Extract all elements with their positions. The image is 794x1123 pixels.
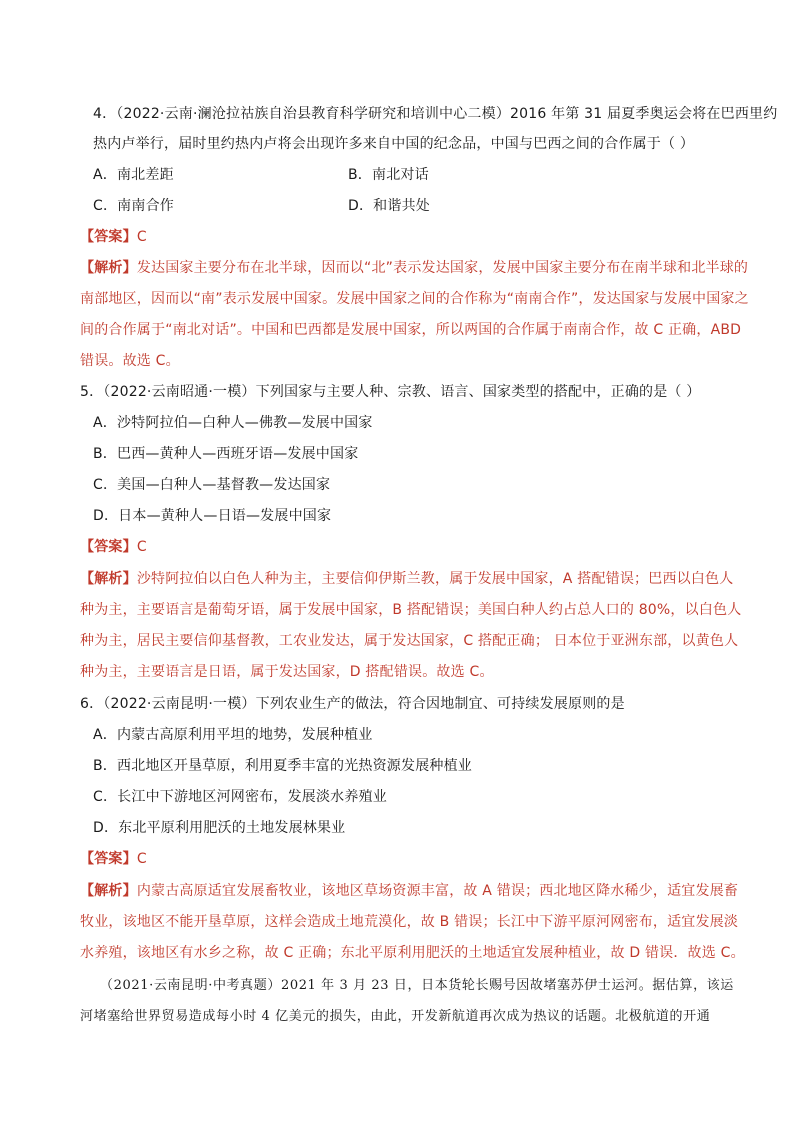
q7-stem-line-2: 河堵塞给世界贸易造成每小时 4 亿美元的损失，由此，开发新航道再次成为热议的话题。北极航道的开通 [80,1009,711,1024]
q6-analysis-line-1 [80,881,739,901]
q4-option-a: A．南北差距 [93,167,174,183]
q4-analysis-line-3: 间的合作属于“南北对话”。中国和巴西都是发展中国家，所以两国的合作属于南南合作，故 C 正确，ABD [80,322,742,338]
analysis-text: 内蒙古高原适宜发展畜牧业，该地区草场资源丰富，故 A 错误；西北地区降水稀少，适宜发展畜 [136,883,739,899]
q4-stem-line-2: 热内卢举行，届时里约热内卢将会出现许多来自中国的纪念品，中国与巴西之间的合作属于（ ） [93,136,695,152]
q5-option-d: D．日本—黄种人—日语—发展中国家 [93,508,332,524]
analysis-tag: 【解析】 [80,571,137,587]
analysis-text: 沙特阿拉伯以白色人种为主，主要信仰伊斯兰教，属于发展中国家，A 搭配错误；巴西以白色人 [136,571,734,587]
q5-analysis-line-1 [80,569,734,589]
analysis-tag: 【解析】 [80,883,137,899]
answer-tag: 【答案】 [80,539,137,555]
q5-option-a: A．沙特阿拉伯—白种人—佛教—发展中国家 [93,415,373,431]
q5-answer [80,537,705,557]
q6-option-a: A．内蒙古高原利用平坦的地势，发展种植业 [93,727,373,743]
q7-stem-line-1: （2021·云南昆明·中考真题）2021 年 3 月 23 日，日本货轮长赐号因故堵塞苏伊士运河。据估算，该运 [100,978,734,993]
q5-analysis-line-2: 种为主，主要语言是葡萄牙语，属于发展中国家，B 搭配错误；美国白种人约占总人口的 80%，以白色人 [80,602,742,618]
answer-tag: 【答案】 [80,851,137,867]
q5-analysis-line-4: 种为主，主要语言是日语，属于发达国家，D 搭配错误。故选 C。 [80,664,494,680]
q5-stem-line-1: 5．（2022·云南昭通·一模）下列国家与主要人种、宗教、语言、国家类型的搭配中，正确的是（ ） [80,384,701,400]
answer-value: C [136,539,147,555]
q5-option-b: B．巴西—黄种人—西班牙语—发展中国家 [93,446,359,462]
q4-stem-line-1: 4．（2022·云南·澜沧拉祜族自治县教育科学研究和培训中心二模）2016 年第 31 届夏季奥运会将在巴西里约 [93,106,778,122]
q5-analysis-line-3: 种为主，居民主要信仰基督教，工农业发达，属于发达国家，C 搭配正确； 日本位于亚洲东部，以黄色人 [80,633,739,649]
analysis-tag: 【解析】 [80,260,137,276]
q4-analysis-line-2: 南部地区，因而以“南”表示发展中国家。发展中国家之间的合作称为“南南合作”，发达国家与发展中国家之 [80,291,749,307]
q4-option-b: B．南北对话 [348,167,429,183]
q5-option-c: C．美国—白种人—基督教—发达国家 [93,477,331,493]
q4-option-c: C．南南合作 [93,198,174,214]
q6-option-b: B．西北地区开垦草原，利用夏季丰富的光热资源发展种植业 [93,758,473,774]
q6-stem-line-1: 6．（2022·云南昆明·一模）下列农业生产的做法，符合因地制宜、可持续发展原则的是 [80,696,625,712]
q6-analysis-line-3: 水养殖，该地区有水乡之称，故 C 正确；东北平原利用肥沃的土地适宜发展种植业，故 D 错误．故选 C。 [80,945,745,961]
q6-option-c: C．长江中下游地区河网密布，发展淡水养殖业 [93,789,387,805]
q4-answer [80,227,705,247]
answer-value: C [136,851,147,867]
q4-analysis-line-4: 错误。故选 C。 [80,353,180,369]
q4-option-d: D．和谐共处 [348,198,430,214]
analysis-text: 发达国家主要分布在北半球，因而以“北”表示发达国家，发展中国家主要分布在南半球和北半球的 [136,260,749,276]
q6-analysis-line-2: 牧业，该地区不能开垦草原，这样会造成土地荒漠化，故 B 错误；长江中下游平原河网密布，适宜发展淡 [80,914,739,930]
answer-tag: 【答案】 [80,229,137,245]
q6-option-d: D．东北平原利用肥沃的土地发展林果业 [93,820,346,836]
answer-value: C [136,229,147,245]
q4-analysis-line-1 [80,258,749,278]
q6-answer [80,849,705,869]
